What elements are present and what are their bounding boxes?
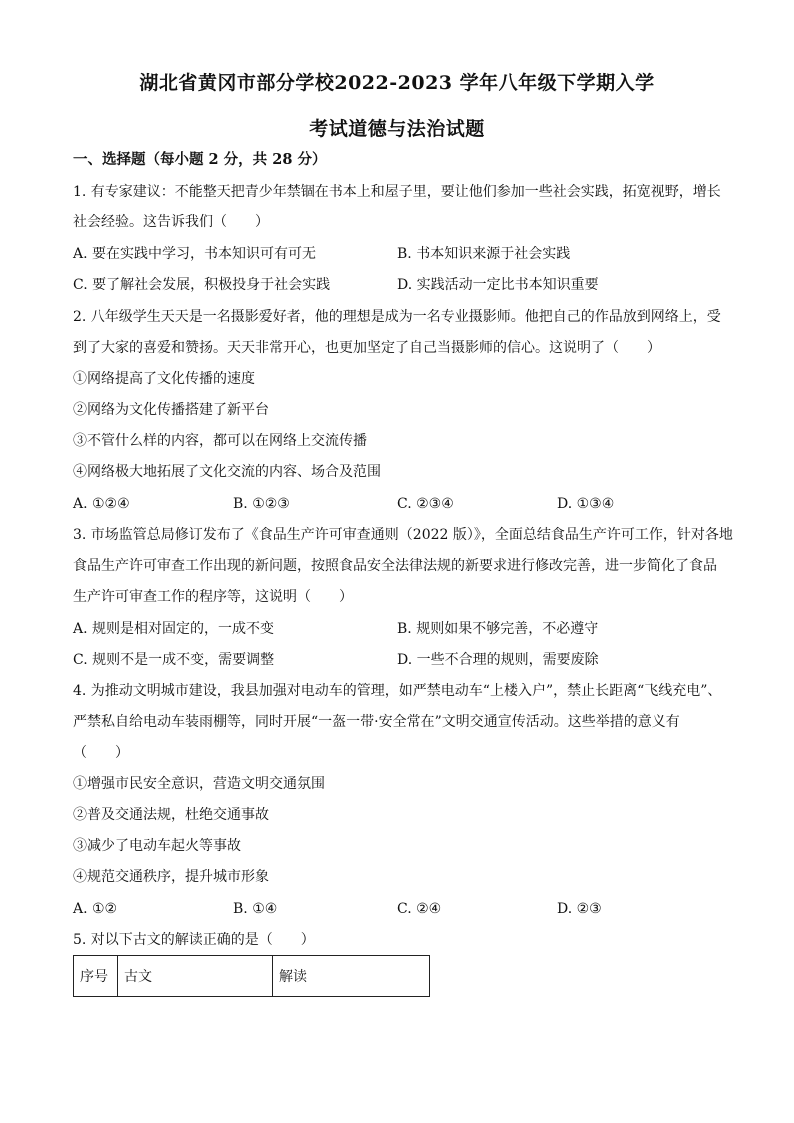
table-header-classical-text: 古文 <box>118 956 273 997</box>
question-3-option-b: B. 规则如果不够完善，不必遵守 <box>397 621 599 637</box>
question-2-option-d: D. ①③④ <box>557 496 615 512</box>
question-2-stem-line1: 2. 八年级学生天天是一名摄影爱好者，他的理想是成为一名专业摄影师。他把自己的作品放到网络上，受 <box>73 309 721 325</box>
question-4-option-a: A. ①② <box>73 901 118 917</box>
question-2-option-c: C. ②③④ <box>397 496 454 512</box>
question-4-stem-line3: （ ） <box>73 745 129 761</box>
question-4-option-d: D. ②③ <box>557 901 602 917</box>
question-4-item-1: ①增强市民安全意识，营造文明交通氛围 <box>73 776 325 792</box>
question-2-item-4: ④网络极大地拓展了文化交流的内容、场合及范围 <box>73 464 381 480</box>
table-header-index: 序号 <box>74 956 118 997</box>
question-2-item-3: ③不管什么样的内容，都可以在网络上交流传播 <box>73 433 367 449</box>
question-3-stem-line1: 3. 市场监管总局修订发布了《食品生产许可审查通则（2022 版）》，全面总结食品生产许可工作，针对各地 <box>73 527 733 543</box>
table-header-row <box>74 956 430 997</box>
question-4-item-3: ③减少了电动车起火等事故 <box>73 838 241 854</box>
question-4-item-4: ④规范交通秩序，提升城市形象 <box>73 869 269 885</box>
question-1-stem-line1: 1. 有专家建议：不能整天把青少年禁锢在书本上和屋子里，要让他们参加一些社会实践，拓宽视野，增长 <box>73 184 721 200</box>
question-4-option-c: C. ②④ <box>397 901 442 917</box>
question-1-option-d: D. 实践活动一定比书本知识重要 <box>397 277 599 293</box>
question-3-option-c: C. 规则不是一成不变，需要调整 <box>73 652 275 668</box>
question-1-option-a: A. 要在实践中学习，书本知识可有可无 <box>73 246 317 262</box>
exam-title-line2: 考试道德与法治试题 <box>309 118 485 140</box>
question-5-table <box>73 955 430 997</box>
exam-title-line1: 湖北省黄冈市部分学校2022-2023 学年八年级下学期入学 <box>139 72 655 94</box>
question-4-stem-line2: 严禁私自给电动车装雨棚等，同时开展“一盔一带·安全常在”文明交通宣传活动。这些举措的意义有 <box>73 714 680 730</box>
question-2-item-2: ②网络为文化传播搭建了新平台 <box>73 402 269 418</box>
question-3-stem-line3: 生产许可审查工作的程序等，这说明（ ） <box>73 589 353 605</box>
question-3-stem-line2: 食品生产许可审查工作出现的新问题，按照食品安全法律法规的新要求进行修改完善，进一步简化了食品 <box>73 558 717 574</box>
question-4-item-2: ②普及交通法规，杜绝交通事故 <box>73 807 269 823</box>
question-4-option-b: B. ①④ <box>233 901 278 917</box>
question-2-item-1: ①网络提高了文化传播的速度 <box>73 371 255 387</box>
section-heading-choice: 一、选择题（每小题 2 分，共 28 分） <box>73 151 327 168</box>
question-4-stem-line1: 4. 为推动文明城市建设，我县加强对电动车的管理，如严禁电动车“上楼入户”，禁止长距离“飞线充电”、 <box>73 683 722 699</box>
question-2-option-a: A. ①②④ <box>73 496 130 512</box>
question-1-stem-line2: 社会经验。这告诉我们（ ） <box>73 214 269 230</box>
question-5-stem-line1: 5. 对以下古文的解读正确的是（ ） <box>73 932 315 948</box>
question-3-option-a: A. 规则是相对固定的，一成不变 <box>73 621 275 637</box>
question-2-option-b: B. ①②③ <box>233 496 290 512</box>
question-1-option-c: C. 要了解社会发展，积极投身于社会实践 <box>73 277 331 293</box>
question-1-option-b: B. 书本知识来源于社会实践 <box>397 246 571 262</box>
question-3-option-d: D. 一些不合理的规则，需要废除 <box>397 652 599 668</box>
question-2-stem-line2: 到了大家的喜爱和赞扬。天天非常开心，也更加坚定了自己当摄影师的信心。这说明了（ ） <box>73 340 661 356</box>
table-header-interpretation: 解读 <box>273 956 430 997</box>
